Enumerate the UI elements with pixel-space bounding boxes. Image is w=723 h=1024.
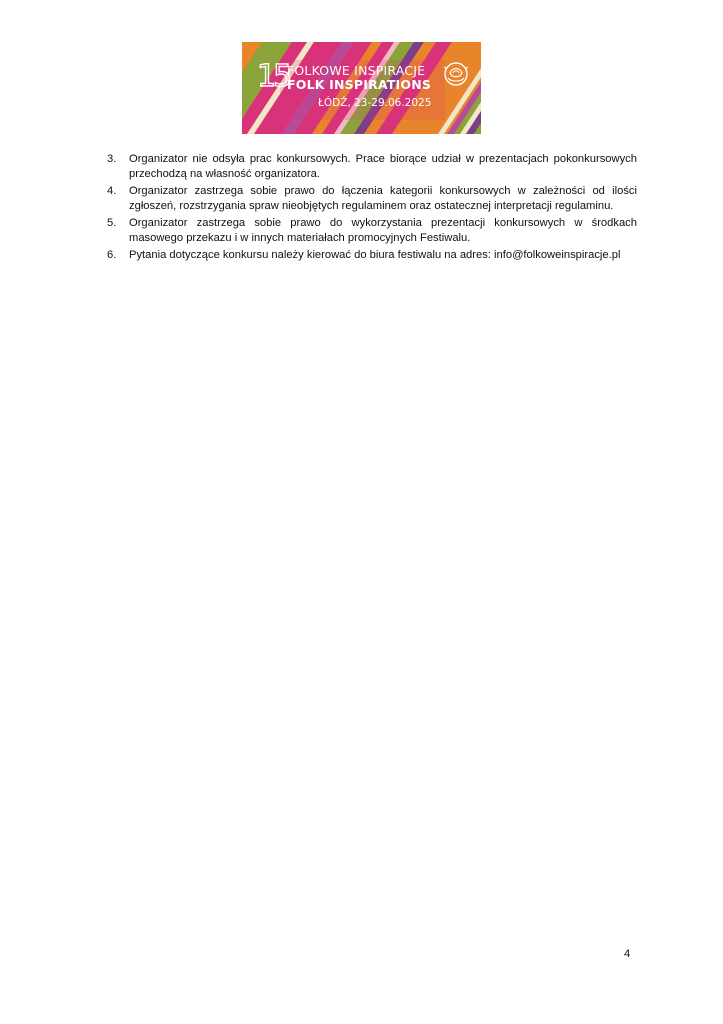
banner-text-layer <box>242 42 481 134</box>
list-item <box>107 184 637 215</box>
item-text: Organizator nie odsyła prac konkursowych. Prace biorące udział w prezentacjach pokonkursowych przechodzą na własność organizatora. <box>129 153 637 181</box>
item-number: 3. <box>107 153 117 165</box>
item-number: 6. <box>107 249 117 262</box>
regulations-list <box>107 152 637 265</box>
festival-banner <box>242 42 481 134</box>
page-number: 4 <box>624 948 631 960</box>
rose-logo-icon <box>442 60 470 88</box>
banner-place-dates: ŁÓDŹ, 23-29.06.2025 <box>318 97 432 109</box>
item-text: Pytania dotyczące konkursu należy kierować do biura festiwalu na adres: info@folkoweinspiracje.pl <box>129 249 621 262</box>
banner-title-pl: FOLKOWE INSPIRACJE <box>287 63 426 78</box>
item-number: 4. <box>107 185 117 198</box>
item-text: Organizator zastrzega sobie prawo do wykorzystania prezentacji konkursowych w środkach masowego przekazu i w innych materiałach promocyjnych Festiwalu. <box>129 217 637 245</box>
list-item <box>107 216 637 247</box>
list-item <box>107 248 637 263</box>
list-item <box>107 152 637 183</box>
banner-title-en: FOLK INSPIRATIONS <box>287 77 432 92</box>
item-text: Organizator zastrzega sobie prawo do łączenia kategorii konkursowych w zależności od ilości zgłoszeń, rozstrzygania spraw nieobjętych regulaminem oraz ostatecznej interpretacji regulaminu. <box>129 185 637 213</box>
banner-edition-number: 15 <box>257 59 290 94</box>
item-number: 5. <box>107 217 117 230</box>
